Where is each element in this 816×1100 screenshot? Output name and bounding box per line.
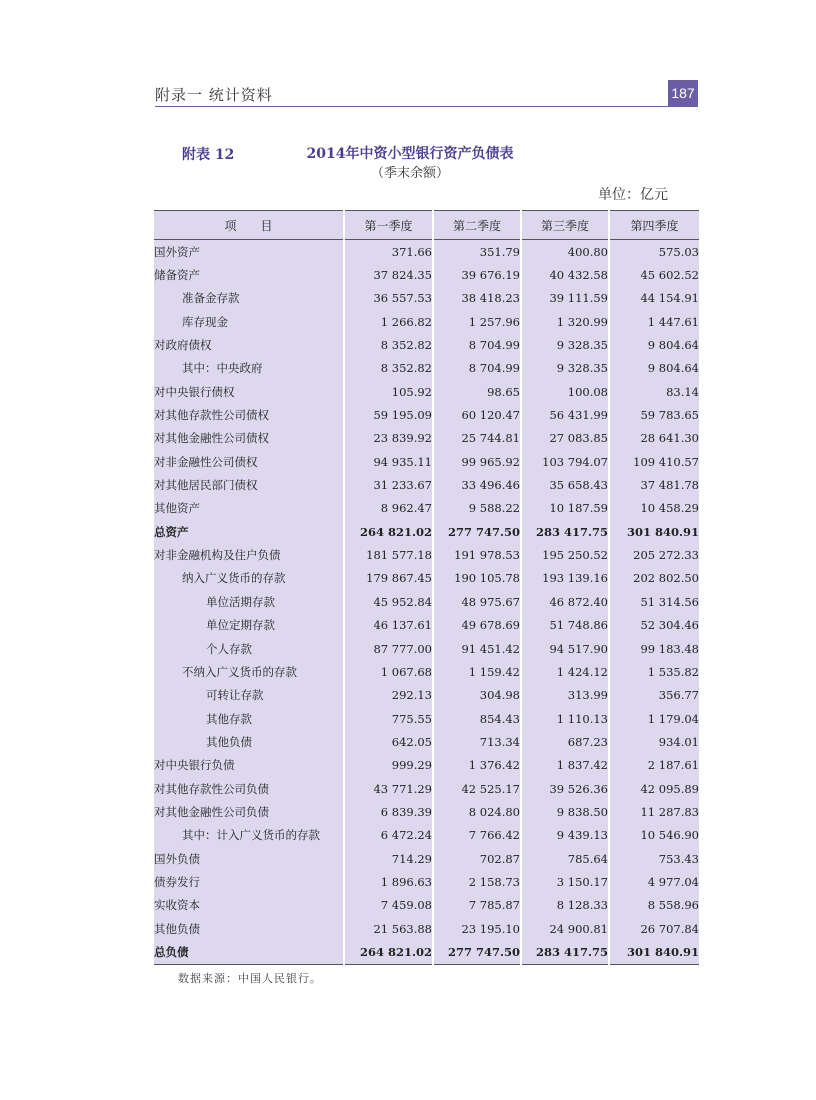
row-value-q2: 8 024.80 [433, 800, 521, 823]
row-value-q4: 1 535.82 [609, 660, 699, 683]
page-number: 187 [668, 80, 698, 106]
table-row [154, 940, 699, 964]
row-value-q4: 1 179.04 [609, 707, 699, 730]
row-value-q1: 6 472.24 [344, 824, 433, 847]
row-value-q1: 714.29 [344, 847, 433, 870]
row-item-label: 纳入广义货币的存款 [154, 567, 344, 590]
table-row [154, 543, 699, 566]
row-value-q1: 45 952.84 [344, 590, 433, 613]
section-title: 附录一 统计资料 [155, 86, 273, 104]
column-header-q1: 第一季度 [344, 211, 433, 240]
row-value-q2: 713.34 [433, 730, 521, 753]
row-value-q4: 301 840.91 [609, 520, 699, 543]
row-value-q4: 51 314.56 [609, 590, 699, 613]
row-value-q4: 52 304.46 [609, 614, 699, 637]
row-value-q4: 356.77 [609, 684, 699, 707]
row-item-label: 总资产 [154, 520, 344, 543]
row-value-q4: 11 287.83 [609, 800, 699, 823]
table-row [154, 894, 699, 917]
row-value-q3: 27 083.85 [521, 427, 609, 450]
row-value-q3: 1 320.99 [521, 310, 609, 333]
column-header-q3: 第三季度 [521, 211, 609, 240]
table-row [154, 357, 699, 380]
row-value-q2: 2 158.73 [433, 870, 521, 893]
row-value-q3: 46 872.40 [521, 590, 609, 613]
column-header-q2: 第二季度 [433, 211, 521, 240]
row-value-q2: 42 525.17 [433, 777, 521, 800]
row-value-q1: 1 896.63 [344, 870, 433, 893]
row-value-q4: 202 802.50 [609, 567, 699, 590]
row-item-label: 单位定期存款 [154, 614, 344, 637]
row-item-label: 对非金融性公司债权 [154, 450, 344, 473]
row-value-q2: 8 704.99 [433, 357, 521, 380]
row-value-q1: 37 824.35 [344, 263, 433, 286]
row-value-q4: 934.01 [609, 730, 699, 753]
row-item-label: 准备金存款 [154, 287, 344, 310]
row-value-q3: 51 748.86 [521, 614, 609, 637]
running-header [155, 80, 698, 107]
table-row [154, 800, 699, 823]
row-value-q3: 283 417.75 [521, 520, 609, 543]
row-value-q2: 33 496.46 [433, 473, 521, 496]
row-value-q4: 28 641.30 [609, 427, 699, 450]
table-row [154, 240, 699, 264]
row-value-q2: 7 766.42 [433, 824, 521, 847]
row-value-q4: 45 602.52 [609, 263, 699, 286]
row-value-q3: 24 900.81 [521, 917, 609, 940]
row-value-q4: 301 840.91 [609, 940, 699, 964]
row-value-q1: 775.55 [344, 707, 433, 730]
row-value-q2: 277 747.50 [433, 520, 521, 543]
row-value-q4: 2 187.61 [609, 754, 699, 777]
row-value-q3: 1 110.13 [521, 707, 609, 730]
row-value-q1: 8 962.47 [344, 497, 433, 520]
row-value-q4: 4 977.04 [609, 870, 699, 893]
row-item-label: 对其他存款性公司债权 [154, 403, 344, 426]
row-value-q4: 205 272.33 [609, 543, 699, 566]
row-value-q4: 753.43 [609, 847, 699, 870]
row-value-q4: 26 707.84 [609, 917, 699, 940]
row-value-q2: 1 159.42 [433, 660, 521, 683]
row-item-label: 可转让存款 [154, 684, 344, 707]
table-row [154, 754, 699, 777]
table-row [154, 590, 699, 613]
table-row [154, 473, 699, 496]
row-value-q3: 94 517.90 [521, 637, 609, 660]
column-header-item: 项 目 [154, 211, 344, 240]
table-row [154, 310, 699, 333]
row-item-label: 总负债 [154, 940, 344, 964]
table-row [154, 567, 699, 590]
row-value-q2: 277 747.50 [433, 940, 521, 964]
row-item-label: 其他负债 [154, 730, 344, 753]
table-row [154, 730, 699, 753]
row-value-q2: 38 418.23 [433, 287, 521, 310]
row-value-q3: 313.99 [521, 684, 609, 707]
table-row [154, 870, 699, 893]
row-item-label: 不纳入广义货币的存款 [154, 660, 344, 683]
row-value-q4: 575.03 [609, 240, 699, 264]
row-value-q3: 9 439.13 [521, 824, 609, 847]
table-row [154, 847, 699, 870]
row-value-q3: 193 139.16 [521, 567, 609, 590]
row-value-q3: 10 187.59 [521, 497, 609, 520]
row-value-q2: 191 978.53 [433, 543, 521, 566]
table-row [154, 520, 699, 543]
row-value-q2: 702.87 [433, 847, 521, 870]
row-item-label: 对其他居民部门债权 [154, 473, 344, 496]
row-value-q2: 9 588.22 [433, 497, 521, 520]
table-row [154, 707, 699, 730]
row-value-q1: 371.66 [344, 240, 433, 264]
row-value-q2: 7 785.87 [433, 894, 521, 917]
row-value-q2: 48 975.67 [433, 590, 521, 613]
balance-sheet-table [154, 210, 699, 965]
row-value-q1: 31 233.67 [344, 473, 433, 496]
row-item-label: 对其他金融性公司债权 [154, 427, 344, 450]
table-row [154, 660, 699, 683]
row-item-label: 其中：中央政府 [154, 357, 344, 380]
row-value-q1: 264 821.02 [344, 520, 433, 543]
row-value-q3: 195 250.52 [521, 543, 609, 566]
row-value-q1: 999.29 [344, 754, 433, 777]
table-label: 附表 12 [182, 147, 235, 163]
row-value-q1: 8 352.82 [344, 357, 433, 380]
table-row [154, 403, 699, 426]
table-body [154, 240, 699, 965]
row-item-label: 对非金融机构及住户负债 [154, 543, 344, 566]
row-value-q4: 8 558.96 [609, 894, 699, 917]
row-value-q2: 8 704.99 [433, 333, 521, 356]
table-header-row [154, 211, 699, 240]
row-value-q4: 99 183.48 [609, 637, 699, 660]
row-value-q3: 9 328.35 [521, 333, 609, 356]
row-value-q1: 21 563.88 [344, 917, 433, 940]
table-row [154, 287, 699, 310]
row-value-q1: 87 777.00 [344, 637, 433, 660]
row-value-q2: 98.65 [433, 380, 521, 403]
row-value-q3: 1 837.42 [521, 754, 609, 777]
row-value-q3: 35 658.43 [521, 473, 609, 496]
table-title: 2014年中资小型银行资产负债表 [306, 146, 514, 162]
row-value-q3: 3 150.17 [521, 870, 609, 893]
row-value-q4: 10 546.90 [609, 824, 699, 847]
row-value-q1: 7 459.08 [344, 894, 433, 917]
row-value-q1: 1 266.82 [344, 310, 433, 333]
table-row [154, 497, 699, 520]
row-item-label: 其他存款 [154, 707, 344, 730]
table-row [154, 380, 699, 403]
row-value-q3: 40 432.58 [521, 263, 609, 286]
row-value-q2: 60 120.47 [433, 403, 521, 426]
row-value-q4: 44 154.91 [609, 287, 699, 310]
row-value-q2: 23 195.10 [433, 917, 521, 940]
row-value-q3: 100.08 [521, 380, 609, 403]
row-item-label: 对中央银行债权 [154, 380, 344, 403]
row-value-q3: 687.23 [521, 730, 609, 753]
table-row [154, 684, 699, 707]
row-value-q1: 264 821.02 [344, 940, 433, 964]
row-item-label: 对政府债权 [154, 333, 344, 356]
table-row [154, 450, 699, 473]
row-value-q2: 1 257.96 [433, 310, 521, 333]
row-value-q1: 105.92 [344, 380, 433, 403]
table-row [154, 637, 699, 660]
row-value-q2: 91 451.42 [433, 637, 521, 660]
row-value-q1: 43 771.29 [344, 777, 433, 800]
row-value-q1: 181 577.18 [344, 543, 433, 566]
row-item-label: 其他负债 [154, 917, 344, 940]
row-value-q2: 351.79 [433, 240, 521, 264]
row-value-q4: 42 095.89 [609, 777, 699, 800]
row-value-q1: 179 867.45 [344, 567, 433, 590]
row-value-q1: 94 935.11 [344, 450, 433, 473]
row-item-label: 库存现金 [154, 310, 344, 333]
row-value-q2: 49 678.69 [433, 614, 521, 637]
row-value-q4: 9 804.64 [609, 357, 699, 380]
row-item-label: 个人存款 [154, 637, 344, 660]
row-value-q1: 46 137.61 [344, 614, 433, 637]
table-row [154, 427, 699, 450]
row-value-q3: 283 417.75 [521, 940, 609, 964]
row-value-q1: 59 195.09 [344, 403, 433, 426]
row-value-q3: 1 424.12 [521, 660, 609, 683]
row-value-q2: 190 105.78 [433, 567, 521, 590]
row-value-q4: 109 410.57 [609, 450, 699, 473]
row-value-q3: 9 838.50 [521, 800, 609, 823]
row-item-label: 国外资产 [154, 240, 344, 264]
row-value-q4: 10 458.29 [609, 497, 699, 520]
row-value-q1: 8 352.82 [344, 333, 433, 356]
row-value-q2: 854.43 [433, 707, 521, 730]
row-value-q3: 39 526.36 [521, 777, 609, 800]
row-value-q1: 1 067.68 [344, 660, 433, 683]
row-value-q4: 1 447.61 [609, 310, 699, 333]
row-value-q1: 23 839.92 [344, 427, 433, 450]
table-row [154, 614, 699, 637]
row-value-q4: 9 804.64 [609, 333, 699, 356]
row-item-label: 国外负债 [154, 847, 344, 870]
row-value-q3: 9 328.35 [521, 357, 609, 380]
table-row [154, 777, 699, 800]
row-value-q3: 103 794.07 [521, 450, 609, 473]
row-item-label: 对其他金融性公司负债 [154, 800, 344, 823]
row-value-q1: 642.05 [344, 730, 433, 753]
row-value-q4: 83.14 [609, 380, 699, 403]
row-value-q2: 304.98 [433, 684, 521, 707]
row-value-q3: 39 111.59 [521, 287, 609, 310]
row-value-q3: 56 431.99 [521, 403, 609, 426]
row-item-label: 债券发行 [154, 870, 344, 893]
row-value-q2: 25 744.81 [433, 427, 521, 450]
row-item-label: 实收资本 [154, 894, 344, 917]
table-row [154, 824, 699, 847]
row-value-q2: 99 965.92 [433, 450, 521, 473]
row-item-label: 其中：计入广义货币的存款 [154, 824, 344, 847]
unit-label: 单位：亿元 [598, 187, 668, 203]
data-source-note: 数据来源：中国人民银行。 [178, 972, 322, 985]
row-value-q3: 785.64 [521, 847, 609, 870]
row-value-q4: 59 783.65 [609, 403, 699, 426]
row-value-q2: 39 676.19 [433, 263, 521, 286]
table-row [154, 917, 699, 940]
row-value-q1: 292.13 [344, 684, 433, 707]
row-value-q1: 36 557.53 [344, 287, 433, 310]
row-item-label: 对中央银行负债 [154, 754, 344, 777]
row-value-q1: 6 839.39 [344, 800, 433, 823]
row-item-label: 储备资产 [154, 263, 344, 286]
table-subtitle: （季末余额） [370, 166, 449, 181]
table-row [154, 333, 699, 356]
row-item-label: 其他资产 [154, 497, 344, 520]
row-value-q3: 400.80 [521, 240, 609, 264]
row-value-q2: 1 376.42 [433, 754, 521, 777]
table-row [154, 263, 699, 286]
row-item-label: 单位活期存款 [154, 590, 344, 613]
row-value-q4: 37 481.78 [609, 473, 699, 496]
row-item-label: 对其他存款性公司负债 [154, 777, 344, 800]
column-header-q4: 第四季度 [609, 211, 699, 240]
row-value-q3: 8 128.33 [521, 894, 609, 917]
